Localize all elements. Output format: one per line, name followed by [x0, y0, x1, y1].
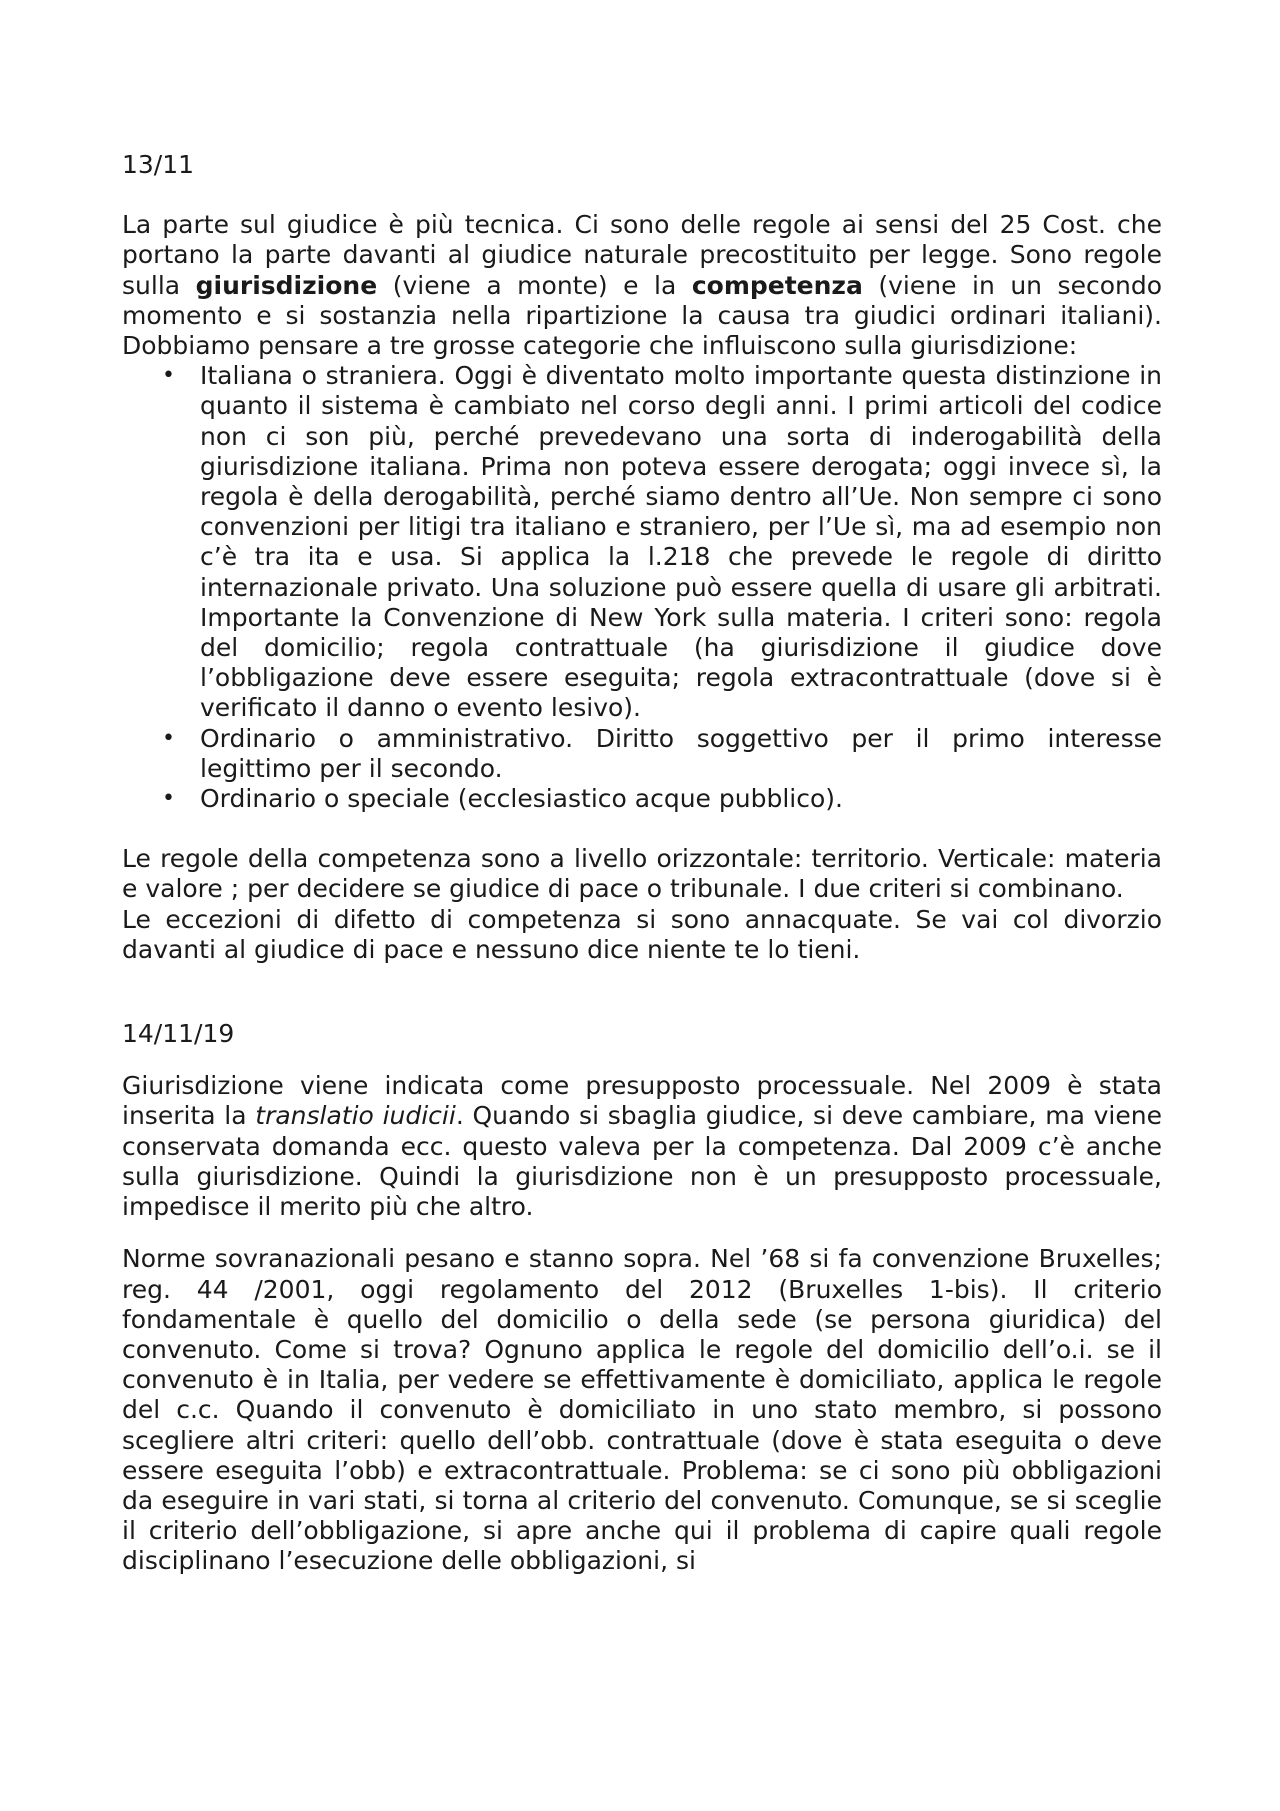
list-item	[162, 723, 1162, 784]
competenza-term: competenza	[691, 270, 863, 300]
intro-text-3: (viene in un secondo momento e si sostanzia nella ripartizione la causa tra giudici ordinari italiani). Dobbiamo pensare a tre grosse categorie che influiscono sulla giurisdizione:	[122, 270, 1162, 361]
document-page	[122, 150, 1162, 1577]
intro-text-2: (viene a monte) e la	[377, 270, 692, 300]
translatio-term: translatio iudicii	[255, 1101, 456, 1131]
translatio-text-1: Giurisdizione viene indicata come presupposto processuale. Nel 2009 è stata inserita la	[122, 1071, 1162, 1131]
translatio-paragraph	[122, 1071, 1162, 1222]
norme-paragraph: Norme sovranazionali pesano e stanno sopra. Nel ’68 si fa convenzione Bruxelles; reg. 44 /2001, oggi regolamento del 2012 (Bruxelles 1-bis). Il criterio fondamentale è quello del domicilio o della sede (se persona giuridica) del convenuto. Come si trova? Ognuno applica le regole del domicilio dell’o.i. se il convenuto è in Italia, per vedere se effettivamente è domiciliato, applica le regole del c.c. Quando il convenuto è domiciliato in uno stato membro, si possono scegliere altri criteri: quello dell’obb. contrattuale (dove è stata eseguita o deve essere eseguita l’obb) e extracontrattuale. Problema: se ci sono più obbligazioni da eseguire in vari stati, si torna al criterio del convenuto. Comunque, se si sceglie il criterio dell’obbligazione, si apre anche qui il problema di capire quali regole disciplinano l’esecuzione delle obbligazioni, si	[122, 1244, 1162, 1576]
list-item-text: Ordinario o amministrativo. Diritto soggettivo per il primo interesse legittimo per il secondo.	[200, 723, 1162, 783]
list-item	[162, 784, 1162, 814]
competenza-paragraph: Le regole della competenza sono a livello orizzontale: territorio. Verticale: materia e valore ; per decidere se giudice di pace o tribunale. I due criteri si combinano.	[122, 844, 1162, 904]
translatio-text-2: . Quando si sbaglia giudice, si deve cambiare, ma viene conservata domanda ecc. questo valeva per la competenza. Dal 2009 c’è anche sulla giurisdizione. Quindi la giurisdizione non è un presupposto processuale, impedisce il merito più che altro.	[122, 1101, 1162, 1222]
date-heading: 14/11/19	[122, 1019, 235, 1049]
list-item-text: Italiana o straniera. Oggi è diventato molto importante questa distinzione in quanto il sistema è cambiato nel corso degli anni. I primi articoli del codice non ci son più, perché prevedevano una sorta di inderogabilità della giurisdizione italiana. Prima non poteva essere derogata; oggi invece sì, la regola è della derogabilità, perché siamo dentro all’Ue. Non sempre ci sono convenzioni per litigi tra italiano e straniero, per l’Ue sì, ma ad esempio non c’è tra ita e usa. Si applica la l.218 che prevede le regole di diritto internazionale privato. Una soluzione può essere quella di usare gli arbitrati. Importante la Convenzione di New York sulla materia. I criteri sono: regola del domicilio; regola contrattuale (ha giurisdizione il giudice dove l’obbligazione deve essere eseguita; regola extracontrattuale (dove si è verificato il danno o evento lesivo).	[200, 361, 1162, 723]
list-item	[162, 361, 1162, 723]
bullet-icon: •	[162, 786, 175, 812]
date-heading: 13/11	[122, 150, 195, 179]
eccezioni-paragraph: Le eccezioni di difetto di competenza si sono annacquate. Se vai col divorzio davanti al giudice di pace e nessuno dice niente te lo tieni.	[122, 904, 1162, 964]
bullet-icon: •	[162, 725, 175, 751]
bullet-icon: •	[162, 363, 175, 389]
giurisdizione-term: giurisdizione	[195, 270, 378, 300]
categories-list	[122, 361, 1162, 814]
list-item-text: Ordinario o speciale (ecclesiastico acque pubblico).	[200, 784, 843, 814]
intro-paragraph	[122, 210, 1162, 361]
intro-text-1: La parte sul giudice è più tecnica. Ci sono delle regole ai sensi del 25 Cost. che portano la parte davanti al giudice naturale precostituito per legge. Sono regole sulla	[122, 210, 1162, 300]
